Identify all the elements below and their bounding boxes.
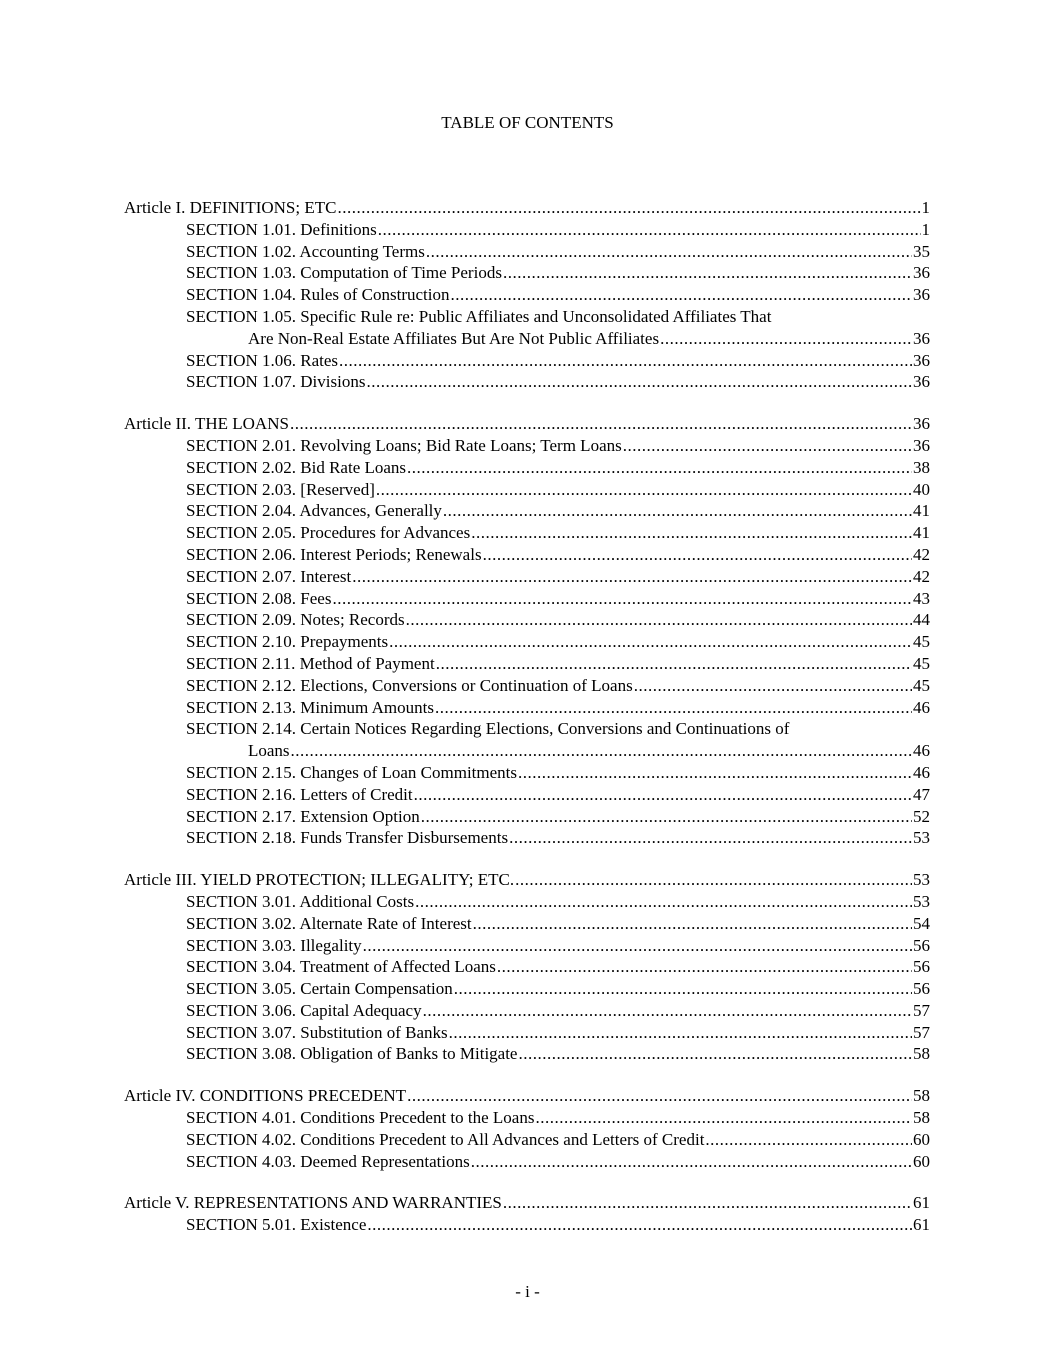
toc-page-number: 60 (913, 1129, 930, 1149)
toc-section-entry[interactable] (186, 566, 930, 588)
toc-leader-dots (407, 1085, 912, 1107)
toc-leader-dots (436, 653, 912, 675)
toc-page-number: 36 (913, 372, 930, 392)
toc-section-entry[interactable] (186, 1043, 930, 1065)
toc-entry-label: SECTION 3.03. Illegality (186, 935, 362, 955)
toc-page-number: 46 (913, 762, 930, 782)
table-of-contents (124, 197, 930, 1256)
toc-leader-dots (660, 328, 912, 350)
toc-page-number: 56 (913, 957, 930, 977)
toc-entry-label: SECTION 1.05. Specific Rule re: Public Affiliates and Unconsolidated Affiliates That (186, 306, 772, 326)
toc-leader-dots (407, 457, 912, 479)
toc-section-entry[interactable] (186, 219, 930, 241)
toc-leader-dots (497, 956, 912, 978)
toc-leader-dots (518, 1043, 912, 1065)
toc-entry-label: SECTION 2.08. Fees (186, 588, 332, 608)
toc-leader-dots (473, 913, 912, 935)
toc-leader-dots (483, 544, 912, 566)
toc-section-entry[interactable] (186, 762, 930, 784)
toc-entry-label: SECTION 3.08. Obligation of Banks to Mitigate (186, 1044, 518, 1064)
toc-entry-label: SECTION 1.01. Definitions (186, 219, 377, 239)
toc-entry-label: SECTION 2.05. Procedures for Advances (186, 523, 471, 543)
toc-page-number: 58 (913, 1044, 930, 1064)
toc-section-entry[interactable] (186, 306, 930, 328)
toc-section-entry[interactable] (186, 827, 930, 849)
toc-leader-dots (337, 197, 920, 219)
toc-entry-label: SECTION 4.02. Conditions Precedent to All Advances and Letters of Credit (186, 1129, 705, 1149)
toc-section-entry[interactable] (186, 544, 930, 566)
toc-leader-dots (290, 413, 912, 435)
toc-section-entry[interactable] (186, 1129, 930, 1151)
toc-entry-label: SECTION 3.06. Capital Adequacy (186, 1000, 422, 1020)
toc-page-number: 52 (913, 806, 930, 826)
toc-article (124, 197, 930, 393)
toc-entry-label: Article II. THE LOANS (124, 414, 289, 434)
toc-page-number: 46 (913, 697, 930, 717)
toc-page-number: 36 (913, 414, 930, 434)
page-title: TABLE OF CONTENTS (441, 113, 614, 132)
toc-leader-dots (503, 1192, 912, 1214)
toc-page-number: 45 (913, 653, 930, 673)
toc-section-entry[interactable] (186, 956, 930, 978)
toc-entry-label: SECTION 2.17. Extension Option (186, 806, 420, 826)
toc-leader-dots (449, 1022, 912, 1044)
toc-section-entry[interactable] (186, 588, 930, 610)
toc-entry-label: SECTION 2.09. Notes; Records (186, 610, 405, 630)
toc-page-number: 56 (913, 935, 930, 955)
toc-section-entry[interactable] (186, 284, 930, 306)
toc-page-number: 36 (913, 285, 930, 305)
toc-entry-label: SECTION 3.05. Certain Compensation (186, 979, 453, 999)
toc-leader-dots (515, 869, 912, 891)
toc-leader-dots (406, 609, 912, 631)
toc-page-number: 42 (913, 566, 930, 586)
toc-section-entry[interactable] (186, 262, 930, 284)
toc-leader-dots (471, 522, 912, 544)
toc-leader-dots (376, 479, 912, 501)
toc-page-number: 54 (913, 913, 930, 933)
toc-leader-dots (471, 1151, 912, 1173)
toc-entry-label: SECTION 2.03. [Reserved] (186, 479, 375, 499)
toc-section-entry[interactable] (186, 1107, 930, 1129)
toc-leader-dots (389, 631, 912, 653)
toc-leader-dots (352, 566, 912, 588)
toc-page-number: 44 (913, 610, 930, 630)
toc-section-entry[interactable] (186, 913, 930, 935)
toc-page-number: 58 (913, 1086, 930, 1106)
toc-leader-dots (623, 435, 912, 457)
toc-article-entry[interactable] (124, 413, 930, 435)
toc-entry-label: SECTION 2.12. Elections, Conversions or Continuation of Loans (186, 675, 633, 695)
toc-leader-dots (451, 284, 913, 306)
toc-leader-dots (378, 219, 921, 241)
toc-section-entry[interactable] (186, 675, 930, 697)
toc-entry-label: SECTION 3.01. Additional Costs (186, 891, 415, 911)
toc-section-entry[interactable] (186, 891, 930, 913)
toc-leader-dots (339, 350, 912, 372)
toc-article (124, 413, 930, 849)
toc-leader-dots (435, 697, 912, 719)
toc-page-number: 53 (913, 828, 930, 848)
toc-entry-label: SECTION 2.18. Funds Transfer Disbursements (186, 828, 509, 848)
toc-article-entry[interactable] (124, 197, 930, 219)
toc-entry-label: SECTION 1.04. Rules of Construction (186, 285, 450, 305)
toc-leader-dots (291, 740, 912, 762)
toc-entry-label: SECTION 4.03. Deemed Representations (186, 1151, 470, 1171)
toc-section-entry[interactable] (186, 522, 930, 544)
toc-article-entry[interactable] (124, 1085, 930, 1107)
toc-entry-label: Article III. YIELD PROTECTION; ILLEGALITY; ETC. (124, 870, 515, 890)
toc-article-entry[interactable] (124, 869, 930, 891)
toc-page-number: 1 (921, 219, 930, 239)
page-footer: - i - (515, 1282, 540, 1301)
toc-leader-dots (503, 262, 912, 284)
toc-entry-label: SECTION 2.16. Letters of Credit (186, 784, 413, 804)
toc-leader-dots (332, 588, 912, 610)
toc-entry-label: SECTION 1.07. Divisions (186, 372, 366, 392)
toc-entry-label: SECTION 2.15. Changes of Loan Commitments (186, 762, 518, 782)
toc-page-number: 36 (913, 328, 930, 348)
toc-leader-dots (443, 500, 912, 522)
toc-page-number: 61 (913, 1215, 930, 1235)
toc-section-entry[interactable] (186, 500, 930, 522)
toc-leader-dots (705, 1129, 912, 1151)
toc-leader-dots (415, 891, 912, 913)
toc-section-entry[interactable] (186, 935, 930, 957)
toc-section-entry[interactable] (186, 457, 930, 479)
toc-page-number: 53 (913, 891, 930, 911)
toc-entry-label: SECTION 1.03. Computation of Time Periods (186, 263, 502, 283)
toc-page-number: 57 (913, 1022, 930, 1042)
toc-section-entry[interactable] (186, 631, 930, 653)
toc-page-number: 61 (913, 1193, 930, 1213)
toc-article (124, 869, 930, 1065)
toc-entry-label: SECTION 2.10. Prepayments (186, 632, 389, 652)
toc-leader-dots (454, 978, 912, 1000)
toc-section-entry[interactable] (186, 1000, 930, 1022)
toc-leader-dots (367, 1214, 912, 1236)
toc-page-number: 40 (913, 479, 930, 499)
toc-section-entry[interactable] (186, 978, 930, 1000)
toc-page-number: 1 (921, 198, 930, 217)
toc-page-number: 36 (913, 435, 930, 455)
toc-page-number: 45 (913, 632, 930, 652)
toc-leader-dots (421, 806, 912, 828)
toc-page-number: 43 (913, 588, 930, 608)
toc-entry-label: SECTION 2.06. Interest Periods; Renewals (186, 544, 482, 564)
toc-page-number: 41 (913, 523, 930, 543)
toc-leader-dots (634, 675, 912, 697)
toc-section-entry[interactable] (186, 479, 930, 501)
toc-entry-label: SECTION 3.02. Alternate Rate of Interest (186, 913, 472, 933)
toc-article (124, 1085, 930, 1172)
toc-section-entry-continuation[interactable] (248, 740, 930, 762)
toc-section-entry[interactable] (186, 241, 930, 263)
toc-article-entry[interactable] (124, 1192, 930, 1214)
toc-leader-dots (426, 241, 912, 263)
toc-leader-dots (363, 935, 912, 957)
toc-entry-label: SECTION 2.04. Advances, Generally (186, 501, 442, 521)
toc-page-number: 38 (913, 457, 930, 477)
toc-page-number: 45 (913, 675, 930, 695)
toc-entry-label: Article I. DEFINITIONS; ETC (124, 198, 337, 217)
toc-page-number: 56 (913, 979, 930, 999)
toc-leader-dots (423, 1000, 912, 1022)
toc-section-entry[interactable] (186, 1022, 930, 1044)
toc-section-entry[interactable] (186, 806, 930, 828)
toc-page-number: 41 (913, 501, 930, 521)
toc-page-number: 58 (913, 1108, 930, 1128)
toc-entry-label-continued: Are Non-Real Estate Affiliates But Are Not Public Affiliates (248, 328, 660, 348)
toc-page-number: 35 (913, 241, 930, 261)
toc-page-number: 36 (913, 263, 930, 283)
toc-section-entry[interactable] (186, 697, 930, 719)
toc-section-entry[interactable] (186, 718, 930, 740)
toc-leader-dots (535, 1107, 912, 1129)
toc-section-entry[interactable] (186, 435, 930, 457)
toc-entry-label: Article V. REPRESENTATIONS AND WARRANTIES (124, 1193, 502, 1213)
toc-entry-label: SECTION 2.13. Minimum Amounts (186, 697, 434, 717)
toc-section-entry[interactable] (186, 1214, 930, 1236)
toc-entry-label: SECTION 2.02. Bid Rate Loans (186, 457, 407, 477)
toc-section-entry[interactable] (186, 609, 930, 631)
toc-article (124, 1192, 930, 1236)
toc-entry-label: SECTION 2.11. Method of Payment (186, 653, 435, 673)
toc-leader-dots (518, 762, 912, 784)
toc-entry-label: SECTION 2.14. Certain Notices Regarding Elections, Conversions and Continuations of (186, 719, 790, 739)
toc-section-entry[interactable] (186, 1151, 930, 1173)
toc-entry-label-continued: Loans (248, 741, 290, 761)
toc-entry-label: SECTION 3.07. Substitution of Banks (186, 1022, 448, 1042)
toc-entry-label: SECTION 2.07. Interest (186, 566, 352, 586)
toc-page-number: 47 (913, 784, 930, 804)
toc-section-entry[interactable] (186, 784, 930, 806)
toc-section-entry[interactable] (186, 653, 930, 675)
toc-page-number: 60 (913, 1151, 930, 1171)
toc-entry-label: SECTION 3.04. Treatment of Affected Loans (186, 957, 496, 977)
toc-entry-label: SECTION 1.06. Rates (186, 350, 339, 370)
toc-leader-dots (509, 827, 912, 849)
toc-page-number: 46 (913, 741, 930, 761)
toc-leader-dots (414, 784, 912, 806)
toc-entry-label: SECTION 5.01. Existence (186, 1215, 367, 1235)
toc-section-entry-continuation[interactable] (248, 328, 930, 350)
toc-page-number: 42 (913, 544, 930, 564)
toc-entry-label: Article IV. CONDITIONS PRECEDENT (124, 1086, 407, 1106)
toc-page-number: 53 (913, 870, 930, 890)
toc-entry-label: SECTION 2.01. Revolving Loans; Bid Rate Loans; Term Loans (186, 435, 622, 455)
toc-leader-dots (366, 371, 912, 393)
toc-section-entry[interactable] (186, 350, 930, 372)
toc-page-number: 36 (913, 350, 930, 370)
toc-page-number: 57 (913, 1000, 930, 1020)
toc-entry-label: SECTION 1.02. Accounting Terms (186, 241, 425, 261)
toc-entry-label: SECTION 4.01. Conditions Precedent to the Loans (186, 1108, 535, 1128)
toc-section-entry[interactable] (186, 371, 930, 393)
